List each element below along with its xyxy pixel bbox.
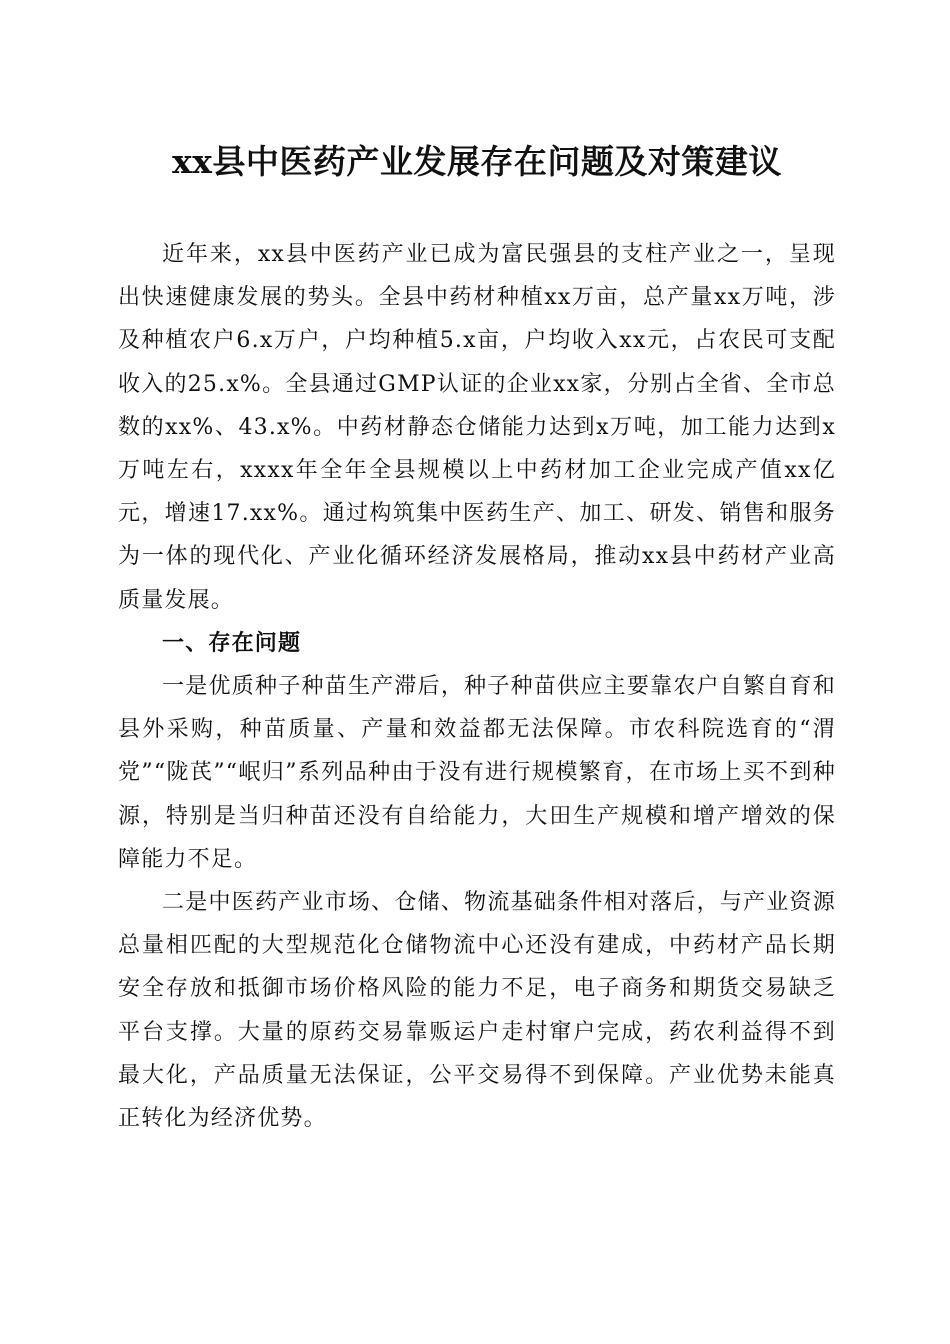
intro-paragraph: 近年来，xx县中医药产业已成为富民强县的支柱产业之一，呈现出快速健康发展的势头。全县中药材种植xx万亩，总产量xx万吨，涉及种植农户6.x万户，户均种植5.x亩，户均收入xx元，占农民可支配收入的25.x%。全县通过GMP认证的企业xx家，分别占全省、全市总数的xx%、43.x%。中药材静态仓储能力达到x万吨，加工能力达到x万吨左右，xxxx年全年全县规模以上中药材加工企业完成产值xx亿元，增速17.xx%。通过构筑集中医药生产、加工、研发、销售和服务为一体的现代化、产业化循环经济发展格局，推动xx县中药材产业高质量发展。 <box>118 242 836 613</box>
section-heading-problems: 一、存在问题 <box>162 629 302 656</box>
document-body <box>118 233 836 1140</box>
problem-paragraph-1: 一是优质种子种苗生产滞后，种子种苗供应主要靠农户自繁自育和县外采购，种苗质量、产量和效益都无法保障。市农科院选育的“渭党”“陇芪”“岷归”系列品种由于没有进行规模繁育，在市场上买不到种源，特别是当归种苗还没有自给能力，大田生产规模和增产增效的保障能力不足。 <box>118 674 836 872</box>
problem-paragraph-2: 二是中医药产业市场、仓储、物流基础条件相对落后，与产业资源总量相匹配的大型规范化仓储物流中心还没有建成，中药材产品长期安全存放和抵御市场价格风险的能力不足，电子商务和期货交易缺乏平台支撑。大量的原药交易靠贩运户走村窜户完成，药农利益得不到最大化，产品质量无法保证，公平交易得不到保障。产业优势未能真正转化为经济优势。 <box>118 890 836 1132</box>
document-title: xx县中医药产业发展存在问题及对策建议 <box>172 142 782 181</box>
